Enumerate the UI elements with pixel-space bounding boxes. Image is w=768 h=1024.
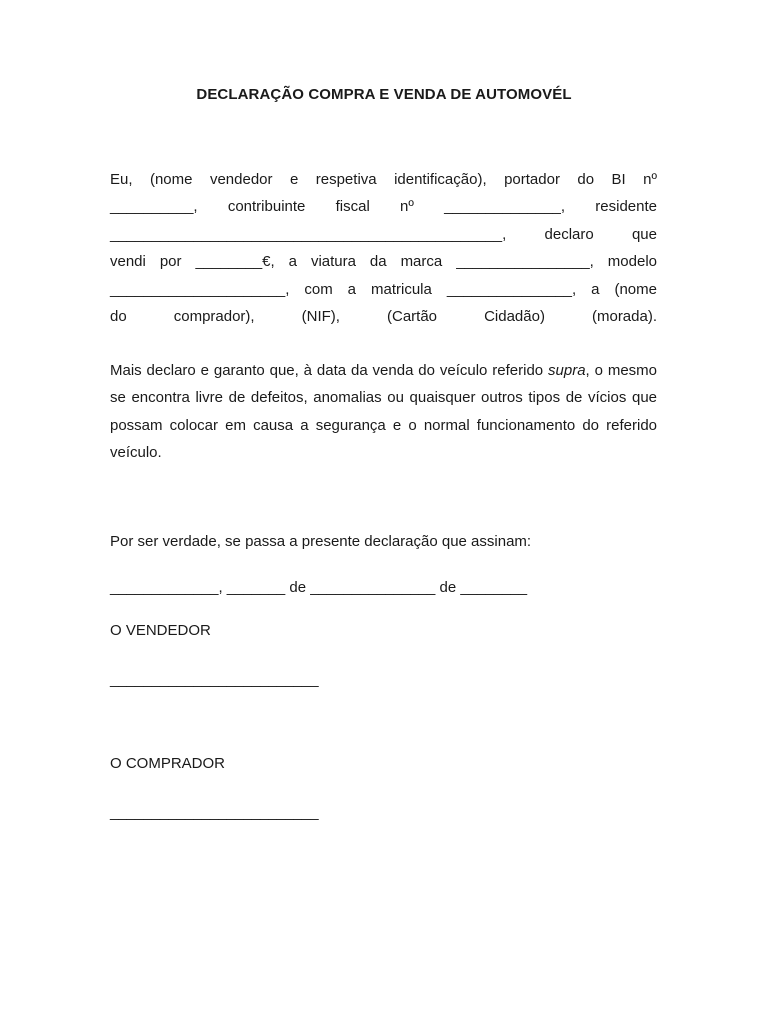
declaration-line-3: _______________________________________________, declaro que [110,225,657,243]
declaration-line-5: _____________________, com a matricula _______________, a (nome [110,280,657,298]
guarantee-paragraph [110,357,657,467]
declaration-line-4: vendi por ________€, a viatura da marca ________________, modelo [110,253,657,271]
declaration-line-2: __________, contribuinte fiscal nº ______________, residente [110,198,657,216]
truth-statement: Por ser verdade, se passa a presente declaração que assinam: [110,533,532,550]
declaration-line-6: do comprador), (NIF), (Cartão Cidadão) (morada). [110,308,657,326]
buyer-signature-line: _________________________ [110,804,319,821]
declaration-line-1: Eu, (nome vendedor e respetiva identificação), portador do BI nº [110,171,657,188]
guarantee-text-start: Mais declaro e garanto que, à data da venda do veículo referido [110,362,549,379]
seller-signature-line: _________________________ [110,671,319,688]
document-title: DECLARAÇÃO COMPRA E VENDA DE AUTOMOVÉL [196,86,572,103]
guarantee-text-end: , o mesmo se encontra livre de defeitos, anomalias ou quaisquer outros tipos de vícios que possam colocar em causa a segurança e o normal funcionamento do referido veículo. [110,362,657,462]
guarantee-text-italic: supra [548,362,586,379]
declaration-paragraph [110,166,657,330]
date-place-line: _____________, _______ de _______________ de ________ [110,579,528,596]
buyer-label: O COMPRADOR [110,755,226,772]
seller-label: O VENDEDOR [110,622,211,639]
